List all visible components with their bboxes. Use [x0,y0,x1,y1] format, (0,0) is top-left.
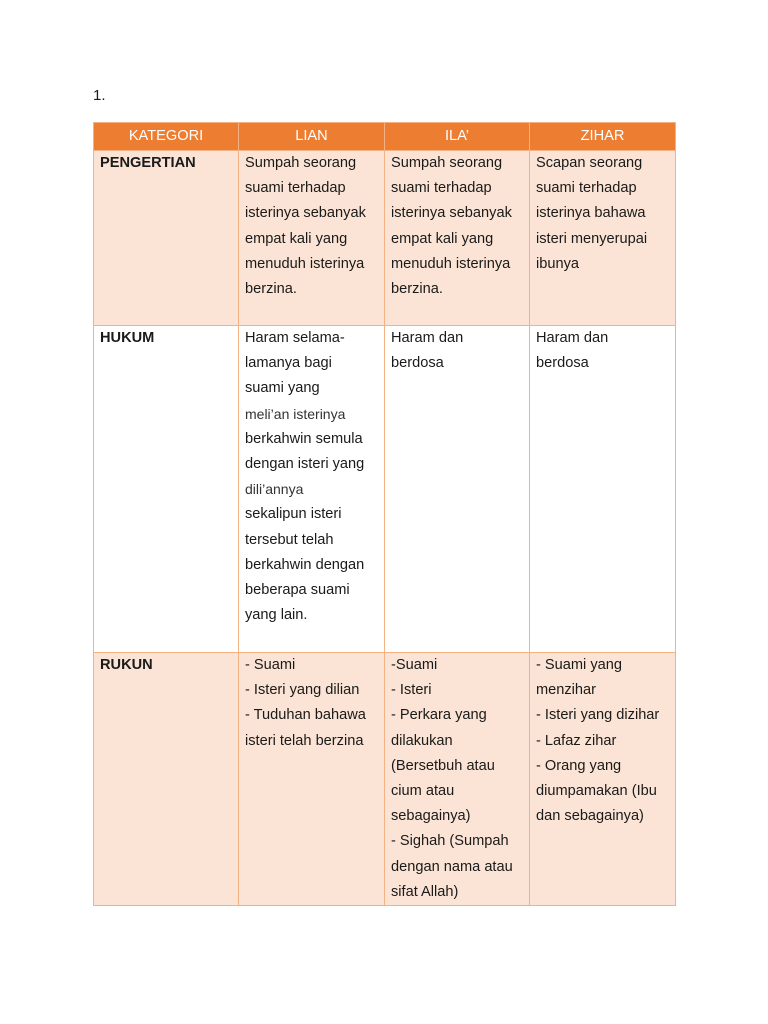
cell-line: empat kali yang [245,230,348,247]
cell-line: dengan nama atau [391,858,513,875]
category-cell: RUKUN [94,653,239,906]
cell-line: diumpamakan (Ibu [536,783,657,800]
cell-line: Haram dan [391,330,464,346]
cell-line: meli’an isterinya [245,405,346,422]
zihar-cell [530,326,676,653]
cell-line: suami terhadap [391,180,492,197]
cell-line: - Sighah (Sumpah [391,833,509,850]
cell-line: isterinya sebanyak [245,205,366,222]
cell-line: beberapa suami [245,582,350,599]
cell-line: Sumpah seorang [245,155,357,171]
cell-line: isteri menyerupai [536,230,648,247]
cell-line: Haram dan [536,330,609,346]
cell-line: suami terhadap [536,180,637,197]
cell-line: dengan isteri yang [245,456,365,473]
table-row [94,653,676,906]
cell-line: sifat Allah) [391,883,459,900]
ila-cell [385,151,530,326]
header-row [94,123,676,151]
cell-line: tersebut telah [245,531,334,548]
cell-line: - Isteri yang dilian [245,682,360,699]
cell-line: cium atau [391,783,455,800]
cell-line: lamanya bagi [245,355,332,372]
cell-line: dilakukan [391,732,453,749]
cell-line: isterinya sebanyak [391,205,512,222]
cell-line: suami terhadap [245,180,346,197]
table-row [94,326,676,653]
lian-cell [239,653,385,906]
table-row [94,151,676,326]
cell-line: - Perkara yang [391,707,487,724]
cell-line: Sumpah seorang [391,155,503,171]
cell-line: sekalipun isteri [245,506,342,523]
cell-line: berdosa [536,355,589,372]
cell-line: menzihar [536,682,597,699]
cell-line: - Tuduhan bahawa [245,707,366,724]
cell-line: - Lafaz zihar [536,732,617,749]
lian-cell [239,151,385,326]
header-ila: ILA’ [385,123,530,151]
cell-line: ibunya [536,255,580,272]
cell-line: Scapan seorang [536,155,643,171]
category-cell: HUKUM [94,326,239,653]
comparison-table [93,122,676,906]
cell-line: berkahwin dengan [245,556,365,573]
ila-cell [385,653,530,906]
cell-line: - Isteri yang dizihar [536,707,660,724]
cell-line: empat kali yang [391,230,494,247]
ila-cell [385,326,530,653]
zihar-cell [530,151,676,326]
cell-line: - Orang yang [536,757,622,774]
cell-line: dili’annya [245,481,304,498]
cell-line: - Suami yang [536,657,622,673]
cell-line: yang lain. [245,607,308,624]
category-cell: PENGERTIAN [94,151,239,326]
lian-cell [239,326,385,653]
header-kategori: KATEGORI [94,123,239,151]
cell-line: - Suami [245,657,296,673]
cell-line: (Bersetbuh atau [391,757,495,774]
cell-line: - Isteri [391,682,432,699]
cell-line: isterinya bahawa [536,205,646,222]
cell-line: suami yang [245,380,320,397]
cell-line: berzina. [391,281,443,298]
cell-line: dan sebagainya) [536,808,644,825]
cell-line: sebagainya) [391,808,471,825]
cell-line: berzina. [245,281,297,298]
cell-line: berdosa [391,355,444,372]
zihar-cell [530,653,676,906]
cell-line: berkahwin semula [245,430,363,447]
cell-line: menuduh isterinya [391,255,511,272]
header-lian: LIAN [239,123,385,151]
cell-line: -Suami [391,657,438,673]
list-number: 1. [93,87,106,104]
cell-line: menuduh isterinya [245,255,365,272]
header-zihar: ZIHAR [530,123,676,151]
cell-line: isteri telah berzina [245,732,364,749]
cell-line: Haram selama- [245,330,345,346]
